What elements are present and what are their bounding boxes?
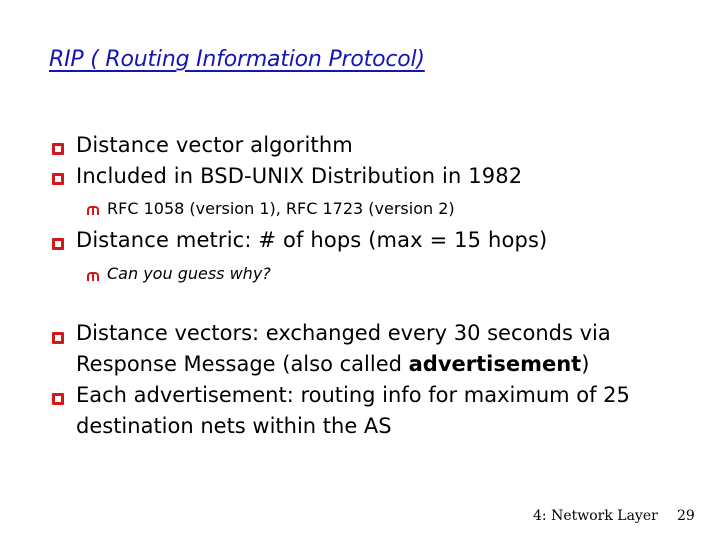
bullet-icon	[52, 393, 64, 405]
bullet-icon	[52, 332, 64, 344]
bullet-each-advertisement-line1: Each advertisement: routing info for maximum of 25	[76, 383, 630, 407]
advertisement-term: advertisement	[408, 352, 582, 376]
footer-section: 4: Network Layer	[533, 508, 658, 524]
footer-page-number: 29	[677, 508, 695, 524]
sub-bullet-rfc: RFC 1058 (version 1), RFC 1723 (version 2)	[107, 199, 455, 218]
bullet-distance-vectors-line2	[76, 349, 611, 380]
bullet-distance-metric: Distance metric: # of hops (max = 15 hops)	[76, 228, 548, 252]
bullet-icon	[52, 173, 64, 185]
bullet-each-advertisement-line2: destination nets within the AS	[76, 414, 392, 438]
vectors-line2-post: )	[581, 352, 590, 376]
vectors-line2-pre: Response Message (also called	[76, 352, 409, 376]
bullet-icon	[52, 143, 64, 155]
sub-bullet-icon	[87, 272, 99, 281]
bullet-distance-vectors-line1: Distance vectors: exchanged every 30 seconds via	[76, 321, 611, 345]
bullet-distance-vectors	[76, 318, 611, 380]
bullet-bsd-unix: Included in BSD-UNIX Distribution in 1982	[76, 164, 523, 188]
sub-bullet-icon	[87, 206, 99, 215]
slide-title: RIP ( Routing Information Protocol)	[49, 47, 425, 72]
sub-bullet-guess: Can you guess why?	[107, 264, 271, 283]
bullet-distance-vector: Distance vector algorithm	[76, 133, 353, 157]
bullet-each-advertisement	[76, 380, 630, 442]
bullet-icon	[52, 238, 64, 250]
